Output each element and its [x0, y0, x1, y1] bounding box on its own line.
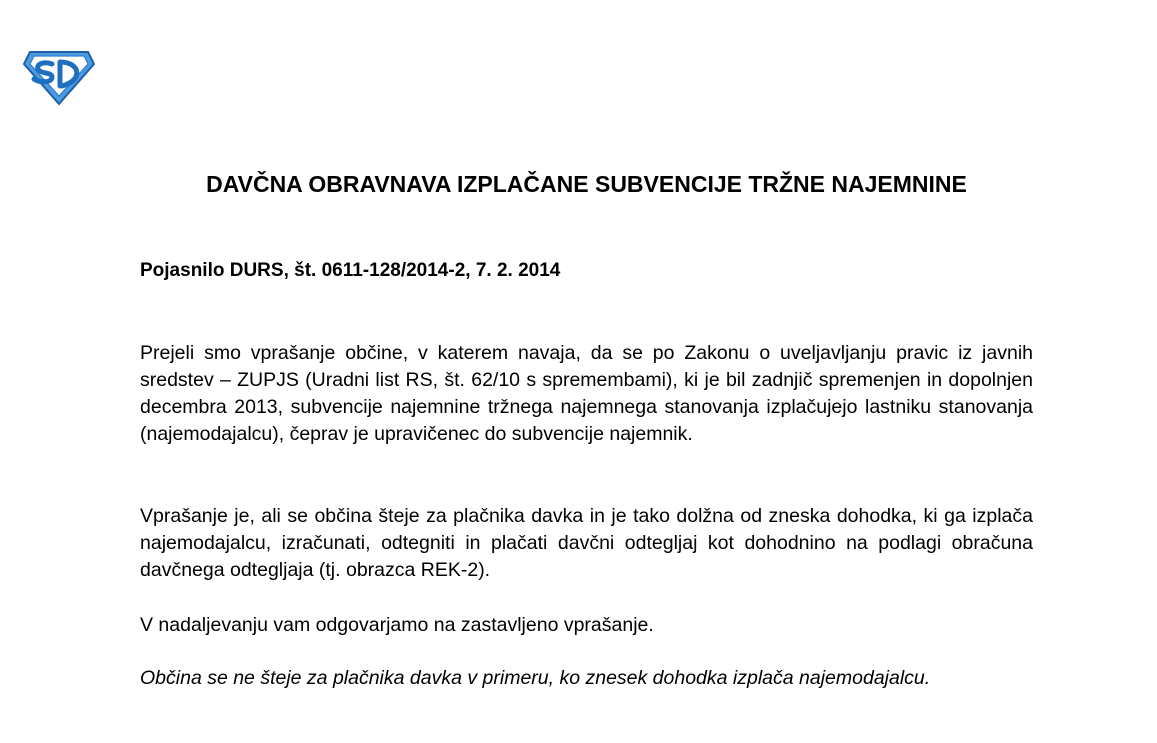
document-title: DAVČNA OBRAVNAVA IZPLAČANE SUBVENCIJE TRŽNE NAJEMNINE: [206, 171, 967, 197]
sd-shield-logo-icon: [22, 48, 96, 106]
paragraph-answer: Občina se ne šteje za plačnika davka v primeru, ko znesek dohodka izplača najemodajalcu.: [140, 667, 931, 689]
paragraph-answer-intro: V nadaljevanju vam odgovarjamo na zastavljeno vprašanje.: [140, 614, 654, 636]
paragraph-question: Vprašanje je, ali se občina šteje za plačnika davka in je tako dolžna od zneska dohodka, ki ga izplača najemodajalcu, izračunati, odtegniti in plačati davčni odtegljaj kot dohodnino na podlagi obračuna davčnega odtegljaja (tj. obrazca REK-2).: [140, 505, 1033, 581]
paragraph-question-context: Prejeli smo vprašanje občine, v katerem navaja, da se po Zakonu o uveljavljanju pravic iz javnih sredstev – ZUPJS (Uradni list RS, št. 62/10 s spremembami), ki je bil zadnjič spremenjen in dopolnjen decembra 2013, subvencije najemnine tržnega najemnega stanovanja izplačujejo lastniku stanovanja (najemodajalcu), čeprav je upravičenec do subvencije najemnik.: [140, 342, 1033, 445]
document-subtitle: Pojasnilo DURS, št. 0611-128/2014-2, 7. 2. 2014: [140, 260, 561, 281]
